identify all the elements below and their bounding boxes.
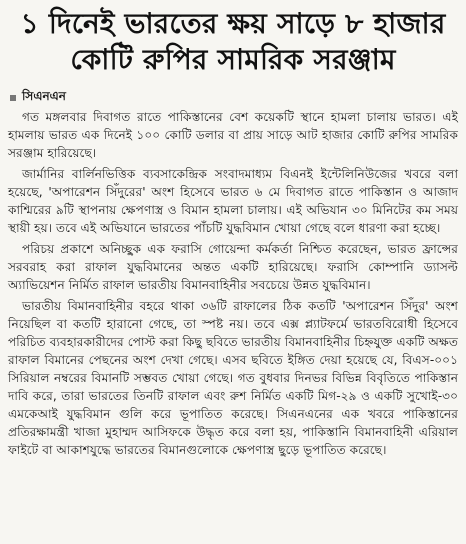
- paragraph: গত মঙ্গলবার দিবাগত রাতে পাকিস্তানের বেশ কয়েকটি স্থানে হামলা চালায় ভারত। এই হামলায় ভারত এক দিনেই ১০০ কোটি ডলার বা প্রায় সাড়ে আট হাজার কোটি রুপির সামরিক সরঞ্জাম হারিয়েছে।: [8, 110, 458, 160]
- headline-line-1: ১ দিনেই ভারতের ক্ষয় সাড়ে ৮ হাজার: [20, 7, 446, 40]
- square-bullet-icon: [10, 95, 16, 101]
- headline: [8, 6, 458, 78]
- headline-line-2: কোটি রুপির সামরিক সরঞ্জাম: [70, 43, 396, 76]
- paragraph: পরিচয় প্রকাশে অনিচ্ছুক এক ফরাসি গোয়েন্দা কর্মকর্তা নিশ্চিত করেছেন, ভারত ফ্রান্সের সরবরাহ করা রাফাল যুদ্ধবিমানের অন্তত একটি হারিয়েছে। ফরাসি কোম্পানি ড্যাসল্ট অ্যাভিয়েশন নির্মিত রাফাল ভারতীয় বিমানবাহিনীর সবচেয়ে উন্নত যুদ্ধবিমান।: [8, 242, 458, 292]
- paragraph: জার্মানির বার্লিনভিত্তিক ব্যবসাকেন্দ্রিক সংবাদমাধ্যম বিএনই ইন্টেলিনিউজের খবরে বলা হয়েছে, 'অপারেশন সিঁদুরের' অংশ হিসেবে ভারত ৬ মে দিবাগত রাতে পাকিস্তান ও আজাদ কাশ্মিরের ৯টি স্থাপনায় ক্ষেপণাস্ত্র ও বিমান হামলা চালায়। এই অভিযান ৩০ মিনিটের কম সময় স্থায়ী হয়। তবে এই অভিযানে ভারতের পাঁচটি যুদ্ধবিমান খোয়া গেছে বলে ধারণা করা হচ্ছে।: [8, 167, 458, 235]
- byline: [8, 90, 458, 106]
- article-body: [8, 108, 458, 459]
- byline-source: সিএনএন: [22, 89, 66, 103]
- paragraph: ভারতীয় বিমানবাহিনীর বহরে থাকা ৩৬টি রাফালের ঠিক কতটি 'অপারেশন সিঁদুর' অংশ নিয়েছিল বা কতটি হারানো গেছে, তা স্পষ্ট নয়। তবে এক্স প্ল্যাটফর্মে ভারতবিরোধী হিসেবে পরিচিত ব্যবহারকারীদের পোস্ট করা কিছু ছবিতে ভারতীয় বিমানবাহিনীর চিহ্নযুক্ত একটি অক্ষত রাফাল বিমানের পেছনের অংশ দেখা গেছে। এসব ছবিতে ইঙ্গিত দেয়া হয়েছে যে, বিএস-০০১ সিরিয়াল নম্বরের বিমানটি সম্ভবত খোয়া গেছে। গত বুধবার দিনভর বিভিন্ন বিবৃতিতে পাকিস্তান দাবি করে, তারা ভারতের তিনটি রাফাল এবং রুশ নির্মিত একটি মিগ-২৯ ও একটি সুখোই-৩০ এমকেআই যুদ্ধবিমান গুলি করে ভূপাতিত করেছে। সিএনএনের এক খবরে পাকিস্তানের প্রতিরক্ষামন্ত্রী খাজা মুহাম্মদ আসিফকে উদ্ধৃত করে বলা হয়, পাকিস্তানি বিমানবাহিনী এরিয়াল ফাইটে বা আকাশযুদ্ধে ভারতের বিমানগুলোকে ক্ষেপণাস্ত্র ছুড়ে ভূপাতিত করেছে।: [8, 299, 458, 457]
